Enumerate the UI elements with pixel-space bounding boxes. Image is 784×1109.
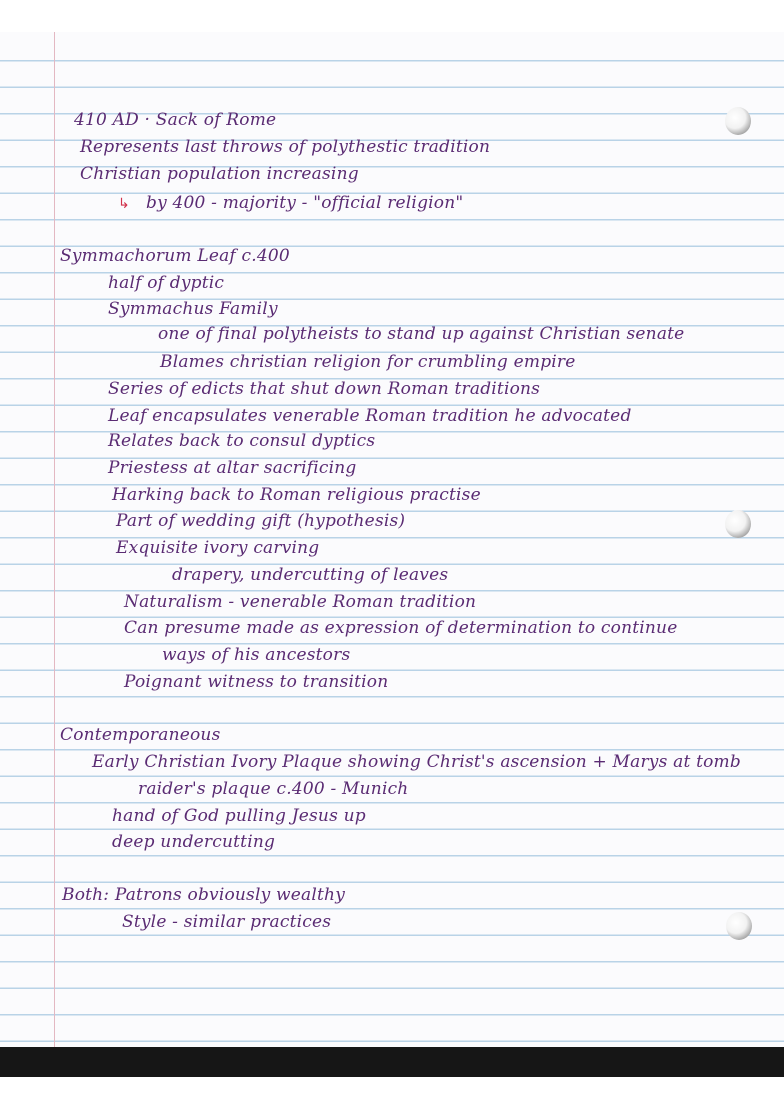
note-line: 410 AD · Sack of Rome [74,110,277,130]
note-line: Relates back to consul dyptics [108,431,376,451]
punch-hole-middle [725,510,751,538]
note-line: Represents last throws of polythestic tradition [80,137,491,157]
note-line: Christian population increasing [80,164,359,184]
note-line: Naturalism - venerable Roman tradition [124,592,477,612]
note-line: Leaf encapsulates venerable Roman tradition he advocated [108,406,632,426]
punch-hole-top [725,107,751,135]
note-line: Symmachus Family [108,299,278,319]
note-line: deep undercutting [112,832,276,852]
note-line: by 400 - majority - "official religion" [146,193,464,213]
note-line: Poignant witness to transition [124,672,389,692]
red-arrow-icon: ↳ [118,196,130,212]
punch-hole-bottom [726,912,752,940]
note-line: half of dyptic [108,273,225,293]
note-line: Contemporaneous [60,725,221,745]
scan-bottom-margin [0,1077,784,1109]
note-line: Symmachorum Leaf c.400 [60,246,290,266]
note-line: Blames christian religion for crumbling empire [160,352,576,372]
note-line: Early Christian Ivory Plaque showing Christ's ascension + Marys at tomb [92,752,741,772]
note-line: Series of edicts that shut down Roman traditions [108,379,541,399]
note-line: Part of wedding gift (hypothesis) [116,511,406,531]
note-line: drapery, undercutting of leaves [172,565,449,585]
note-line: Exquisite ivory carving [116,538,320,558]
note-line: raider's plaque c.400 - Munich [138,779,409,799]
note-line: Style - similar practices [122,912,332,932]
note-line: hand of God pulling Jesus up [112,806,366,826]
note-line: Can presume made as expression of determination to continue [124,618,678,638]
note-line: Both: Patrons obviously wealthy [62,885,345,905]
note-line: Harking back to Roman religious practise [112,485,481,505]
note-line: Priestess at altar sacrificing [108,458,357,478]
note-line: ways of his ancestors [162,645,351,665]
note-line: one of final polytheists to stand up against Christian senate [158,324,685,344]
scan-edge-band [0,1047,784,1077]
